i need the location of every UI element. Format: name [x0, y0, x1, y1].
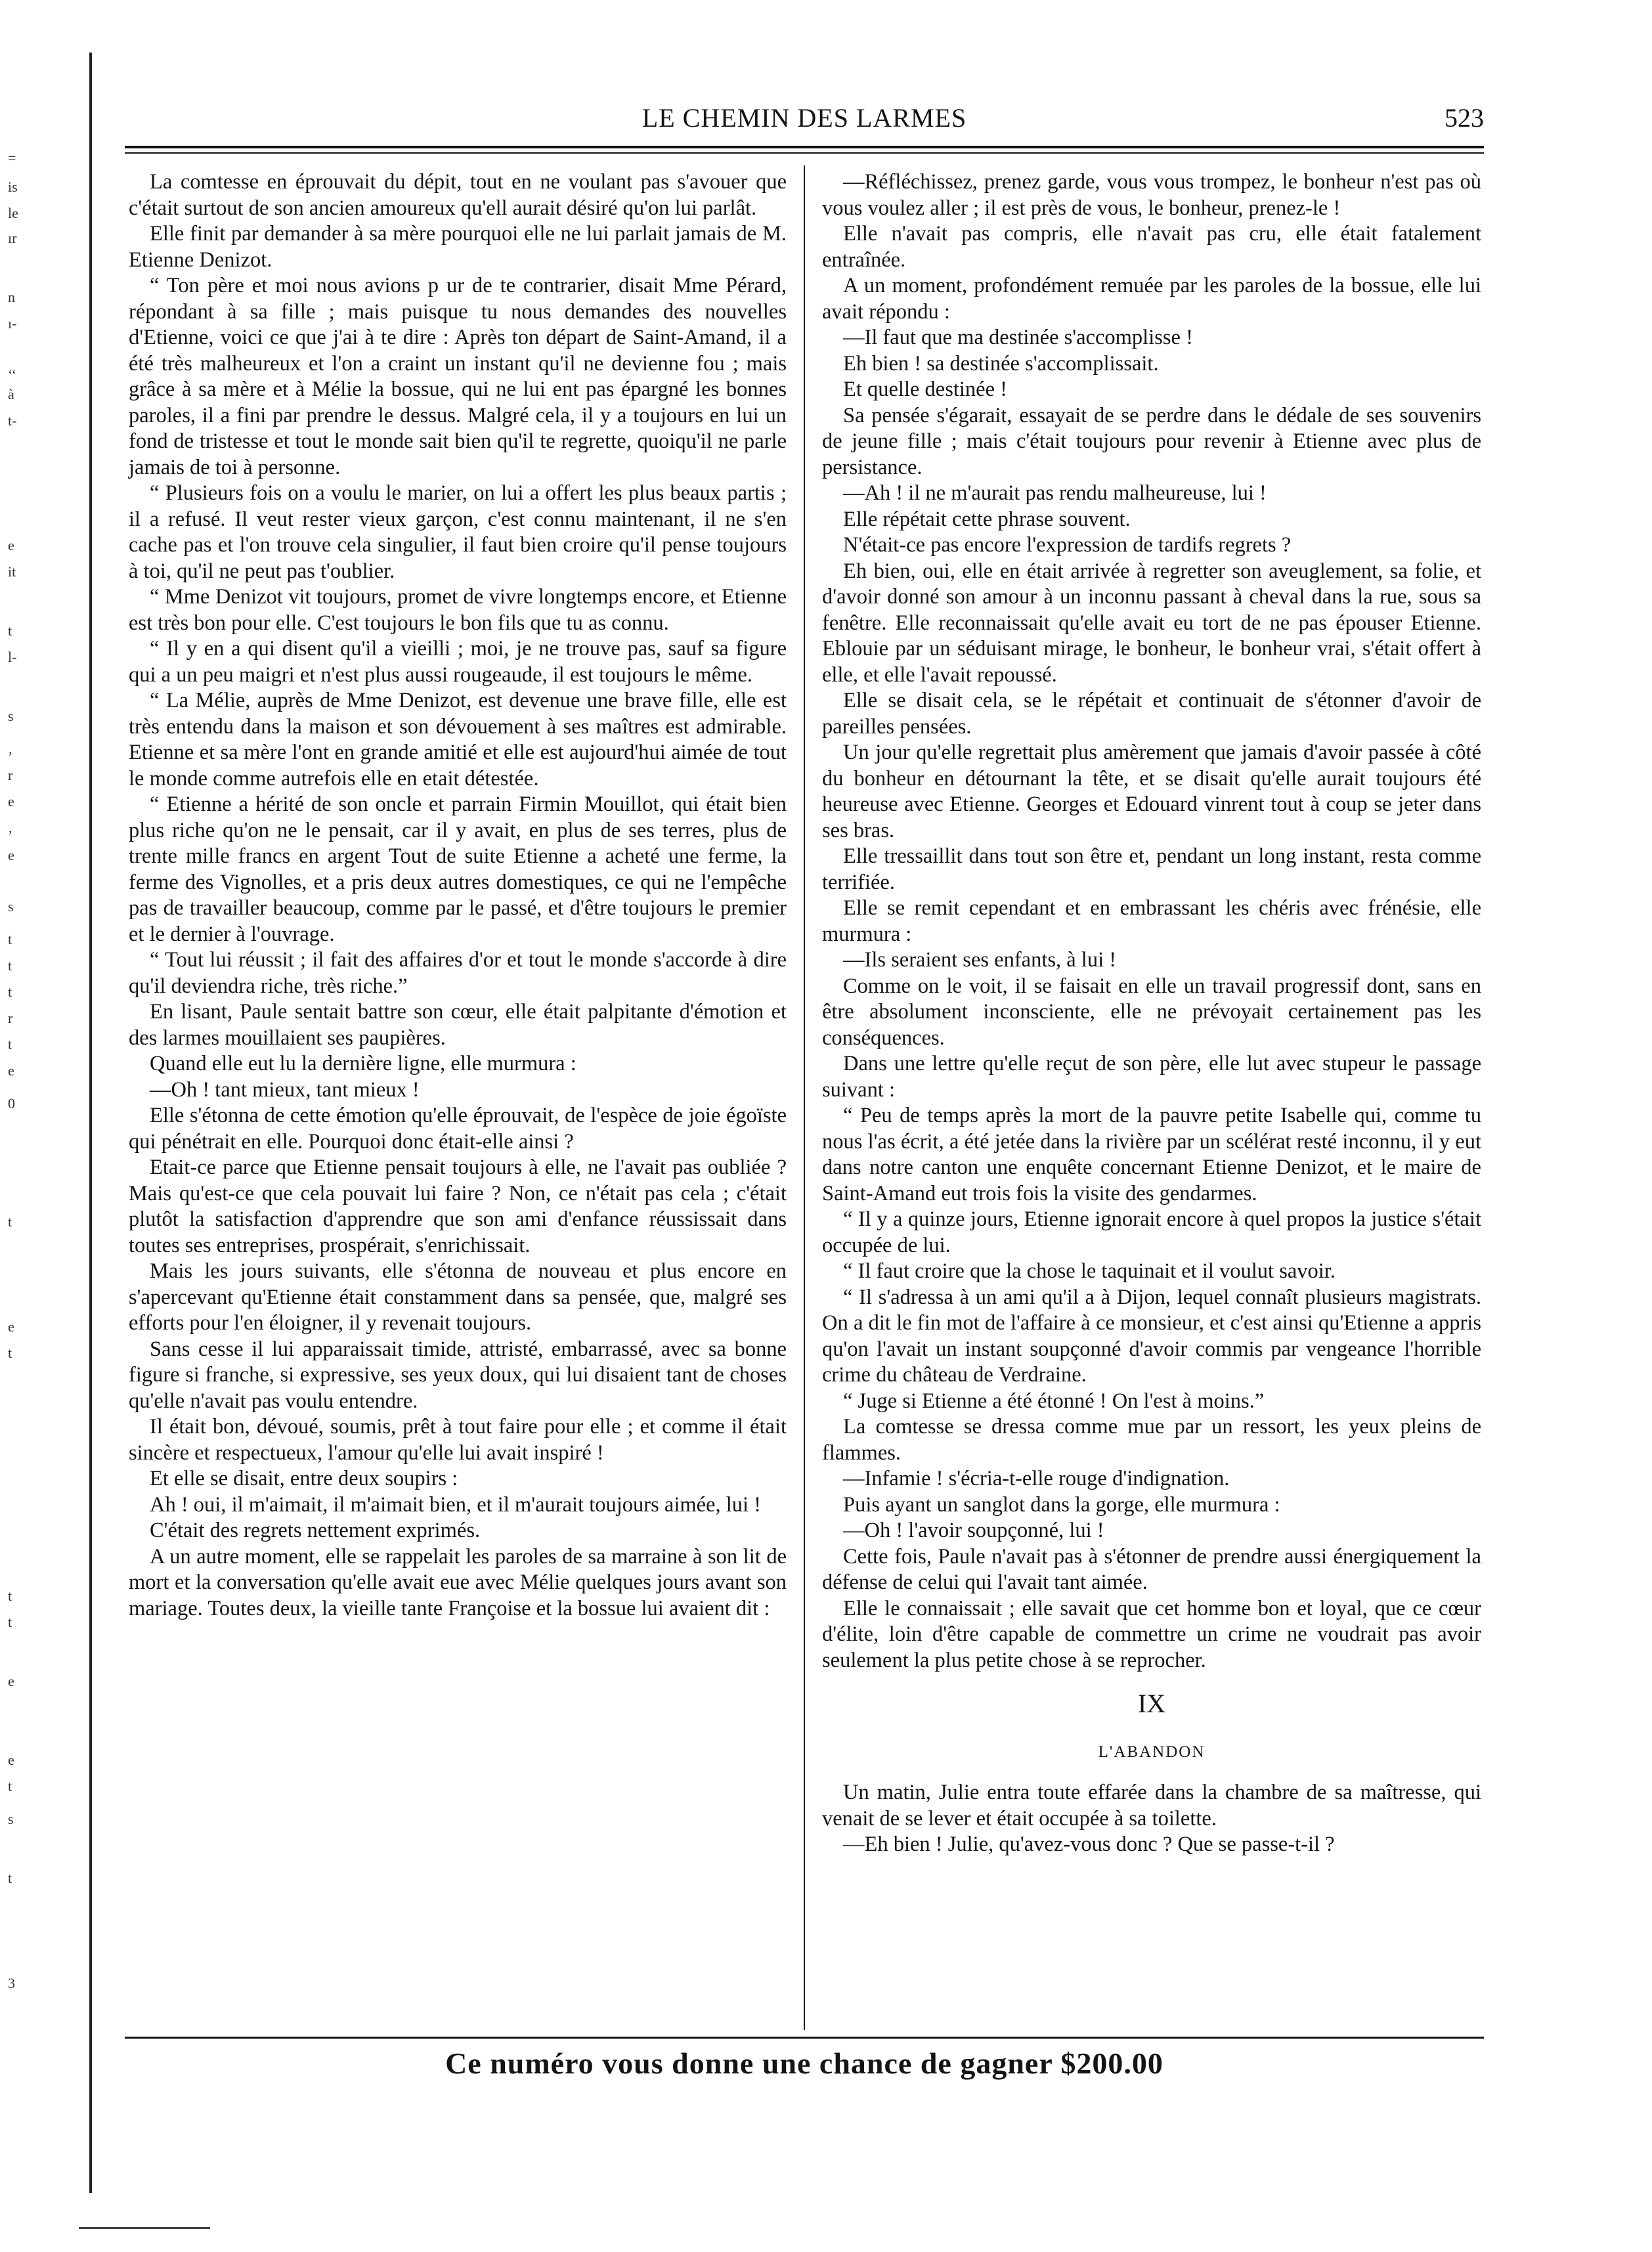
paragraph: Elle n'avait pas compris, elle n'avait pas cru, elle était fatalement entraînée. [822, 222, 1481, 272]
paragraph: En lisant, Paule sentait battre son cœur, elle était palpitante d'émotion et des larmes mouillaient ses paupières. [129, 1000, 787, 1050]
paragraph: “ Etienne a hérité de son oncle et parrain Firmin Mouillot, qui était bien plus riche qu'on ne le pensait, car il y avait, en plus de ses terres, plus de trente mille francs en argent Tout de suite Etienne a acheté une ferme, la ferme des Vignolles, et a pris deux autres domestiques, ce qui ne l'empêche pas de travailler beaucoup, comme par le passé, et d'être toujours le premier et le dernier à l'ouvrage. [129, 792, 787, 946]
paragraph: Un jour qu'elle regrettait plus amèrement que jamais d'avoir passée à côté du bonheur en détournant la tête, et se disait qu'elle aurait toujours été heureuse avec Etienne. Georges et Edouard vinrent tout à coup se jeter dans ses bras. [822, 741, 1481, 842]
paragraph: Eh bien, oui, elle en était arrivée à regretter son aveuglement, sa folie, et d'avoir donné son amour à un inconnu passant à cheval dans la rue, sous sa fenêtre. Elle reconnaissait qu'elle avait eu tort de ne pas épouser Etienne. Eblouie par un séduisant mirage, le bonheur, le bonheur vrai, s'était offert à elle, et elle l'avait repoussé. [822, 559, 1481, 687]
margin-fragment: r [8, 767, 13, 783]
paragraph: Elle se remit cependant et en embrassant les chéris avec frénésie, elle murmura : [822, 896, 1481, 946]
paragraph: Il était bon, dévoué, soumis, prêt à tout faire pour elle ; et comme il était sincère et respectueux, l'amour qu'elle lui avait inspiré ! [129, 1415, 787, 1465]
margin-fragment: t [8, 1036, 12, 1052]
paragraph: Elle finit par demander à sa mère pourquoi elle ne lui parlait jamais de M. Etienne Denizot. [129, 222, 787, 272]
margin-fragment: t [8, 1778, 12, 1794]
paragraph: N'était-ce pas encore l'expression de tardifs regrets ? [843, 533, 1292, 557]
paragraph: “ La Mélie, auprès de Mme Denizot, est devenue une brave fille, elle est très entendu dans la maison et son dévouement à ses maîtres est admirable. Etienne et sa mère l'ont en grande amitié et elle est aujourd'hui aimée de tout le monde comme autrefois elle en etait détestée. [129, 689, 787, 790]
paragraph: Et elle se disait, entre deux soupirs : [150, 1467, 458, 1490]
margin-fragment: e [8, 1062, 14, 1079]
margin-fragment: ır [8, 230, 17, 246]
paragraph: Un matin, Julie entra toute effarée dans la chambre de sa maîtresse, qui venait de se lever et était occupée à sa toilette. [822, 1781, 1481, 1830]
paragraph: Cette fois, Paule n'avait pas à s'étonner de prendre aussi énergiquement la défense de celui qui l'avait tant aimée. [822, 1544, 1481, 1594]
paragraph: A un moment, profondément remuée par les paroles de la bossue, elle lui avait répondu : [822, 274, 1481, 324]
margin-fragment: e [8, 1673, 14, 1689]
paragraph: Et quelle destinée ! [843, 378, 1007, 401]
paragraph: A un autre moment, elle se rappelait les paroles de sa marraine à son lit de mort et la conversation qu'elle avait eue avec Mélie quelques jours avant son mariage. Toutes deux, la vieille tante Françoise et la bossue lui avaient dit : [129, 1544, 787, 1620]
paragraph: —Ah ! il ne m'aurait pas rendu malheureuse, lui ! [843, 481, 1267, 505]
margin-fragment: s [8, 1811, 14, 1827]
margin-fragment: e [8, 847, 14, 863]
margin-fragment: ‚ [8, 741, 13, 757]
paragraph: “ Il s'adressa à un ami qu'il a à Dijon, lequel connaît plusieurs magistrats. On a dit le fin mot de l'affaire à ce monsieur, et c'est ainsi qu'Etienne a appris qu'on l'avait un instant soupçonné d'avoir commis par vengeance l'horrible crime du château de Verdraine. [822, 1285, 1481, 1387]
chapter-numeral: IX [1137, 1689, 1166, 1718]
paragraph: Elle le connaissait ; elle savait que cet homme bon et loyal, que ce cœur d'élite, loin d'être capable de commettre un crime ne voudrait pas avoir seulement la plus petite chose à se reprocher. [822, 1596, 1481, 1672]
margin-fragment: e [8, 537, 14, 553]
margin-fragment: t- [8, 412, 17, 429]
margin-fragment: e [8, 793, 14, 810]
paragraph: “ Plusieurs fois on a voulu le marier, on lui a offert les plus beaux partis ; il a refusé. Il veut rester vieux garçon, c'est connu maintenant, il ne s'en cache pas et l'on trouve cela singulier, il faut bien croire qu'il pense toujours à toi, qu'il ne peut pas t'oublier. [129, 481, 787, 583]
paragraph: C'était des regrets nettement exprimés. [150, 1519, 481, 1542]
prize-notice: Ce numéro vous donne une chance de gagner $200.00 [445, 2046, 1163, 2080]
running-title: LE CHEMIN DES LARMES [641, 103, 967, 133]
paragraph: —Eh bien ! Julie, qu'avez-vous donc ? Que se passe-t-il ? [843, 1832, 1335, 1856]
paragraph: —Oh ! tant mieux, tant mieux ! [150, 1077, 420, 1102]
paragraph: Elle se disait cela, se le répétait et continuait de s'étonner d'avoir de pareilles pensées. [822, 689, 1481, 739]
paragraph: —Il faut que ma destinée s'accomplisse ! [843, 326, 1193, 349]
paragraph: —Oh ! l'avoir soupçonné, lui ! [843, 1519, 1104, 1542]
paragraph: “ Il y a quinze jours, Etienne ignorait encore à quel propos la justice s'était occupée de lui. [822, 1207, 1481, 1257]
paragraph: “ Tout lui réussit ; il fait des affaires d'or et tout le monde s'accorde à dire qu'il deviendra riche, très riche.” [129, 948, 787, 998]
paragraph: “ Ton père et moi nous avions p ur de te contrarier, disait Mme Pérard, répondant à sa fille ; mais puisque tu nous demandes des nouvelles d'Etienne, voici ce que j'ai à te dire : Après ton départ de Saint-Amand, il a été très malheureux et l'on a craint un instant qu'il ne devienne fou ; mais grâce à sa mère et à Mélie la bossue, qui ne lui ent pas épargné les bonnes paroles, il a fini par prendre le dessus. Malgré cela, il y a toujours en lui un fond de tristesse et tout le monde sait bien qu'il te regrette, quoiqu'il ne parle jamais de toi à personne. [129, 274, 787, 479]
margin-fragment: t [8, 957, 12, 974]
paragraph: La comtesse en éprouvait du dépit, tout en ne voulant pas s'avouer que c'était surtout de son ancien amoureux qu'ell aurait désiré qu'on lui parlât. [129, 170, 787, 220]
footer-rule [125, 2037, 1484, 2039]
paragraph: Elle s'étonna de cette émotion qu'elle éprouvait, de l'espèce de joie égoïste qui pénétrait en elle. Pourquoi donc était-elle ainsi ? [129, 1104, 787, 1154]
paragraph: Elle tressaillit dans tout son être et, pendant un long instant, resta comme terrifiée. [822, 844, 1481, 894]
margin-fragment: t [8, 984, 12, 1000]
paragraph: Sa pensée s'égarait, essayait de se perdre dans le dédale de ses souvenirs de jeune fille ; mais c'était toujours pour revenir à Etienne avec plus de persistance. [822, 403, 1481, 479]
paragraph: Eh bien ! sa destinée s'accomplissait. [843, 351, 1159, 376]
paragraph: Comme on le voit, il se faisait en elle un travail progressif dont, sans en être absolument inconsciente, elle ne prévoyait certainement pas les conséquences. [822, 974, 1481, 1050]
paragraph: Ah ! oui, il m'aimait, il m'aimait bien, et il m'aurait toujours aimée, lui ! [150, 1492, 761, 1517]
margin-fragment: le [8, 205, 18, 221]
paragraph: “ Il faut croire que la chose le taquinait et il voulut savoir. [843, 1259, 1336, 1283]
paragraph: Mais les jours suivants, elle s'étonna de nouveau et plus encore en s'apercevant qu'Etienne était constamment dans sa pensée, que, malgré ses efforts pour l'en éloigner, il y revenait toujours. [129, 1259, 787, 1335]
bottom-rule-fragment [79, 2227, 210, 2229]
right-column [822, 169, 1481, 1858]
paragraph: Puis ayant un sanglot dans la gorge, elle murmura : [843, 1492, 1280, 1517]
margin-fragment: ı- [8, 315, 17, 332]
margin-fragment: r [8, 1010, 13, 1026]
page-header [125, 100, 1484, 139]
margin-fragment: t [8, 1213, 12, 1230]
paragraph: —Infamie ! s'écria-t-elle rouge d'indignation. [843, 1467, 1230, 1490]
paragraph: “ Juge si Etienne a été étonné ! On l'est à moins.” [843, 1389, 1265, 1413]
margin-fragment: ‘‘ [8, 366, 17, 383]
header-rule-thin [125, 152, 1484, 154]
header-rule [125, 146, 1484, 148]
margin-fragment: t [8, 1614, 12, 1630]
margin-fragment: = [8, 150, 16, 166]
margin-fragment: à [8, 386, 14, 402]
margin-fragment: 3 [8, 1975, 15, 1991]
paragraph: Elle répétait cette phrase souvent. [843, 507, 1131, 531]
margin-fragment: t [8, 1588, 12, 1604]
left-column [129, 169, 787, 1622]
binding-edge-line [89, 53, 92, 2193]
paragraph: Sans cesse il lui apparaissait timide, attristé, embarrassé, avec sa bonne figure si franche, si expressive, ses yeux doux, qui lui disaient tant de choses qu'elle n'avait pas voulu entendre. [129, 1337, 787, 1413]
paragraph: “ Il y en a qui disent qu'il a vieilli ; moi, je ne trouve pas, sauf sa figure qui a un peu maigri et n'est plus aussi rougeaude, il est toujours le même. [129, 637, 787, 687]
margin-fragment: ‚ [8, 819, 13, 836]
margin-fragment: e [8, 1752, 14, 1768]
column-divider [804, 165, 805, 2030]
paragraph: La comtesse se dressa comme mue par un ressort, les yeux pleins de flammes. [822, 1415, 1481, 1465]
margin-fragment: n [8, 289, 15, 305]
paragraph: Etait-ce parce que Etienne pensait toujours à elle, ne l'avait pas oubliée ? Mais qu'est-ce que cela pouvait lui faire ? Non, ce n'était pas cela ; c'était plutôt la satisfaction d'apprendre que son ami d'enfance réussissait dans toutes ses entreprises, prospérait, s'enrichissait. [129, 1156, 787, 1257]
margin-fragment: t [8, 622, 12, 639]
paragraph: —Réfléchissez, prenez garde, vous vous trompez, le bonheur n'est pas où vous voulez aller ; il est près de vous, le bonheur, prenez-le ! [822, 170, 1481, 220]
margin-fragment: s [8, 708, 14, 724]
paragraph: Quand elle eut lu la dernière ligne, elle murmura : [150, 1052, 576, 1075]
margin-fragment: e [8, 1318, 14, 1335]
margin-fragment: it [8, 563, 16, 580]
paragraph: Dans une lettre qu'elle reçut de son père, elle lut avec stupeur le passage suivant : [822, 1052, 1481, 1102]
paragraph: “ Mme Denizot vit toujours, promet de vivre longtemps encore, et Etienne est très bon pour elle. C'est toujours le bon fils que tu as connu. [129, 585, 787, 635]
margin-fragment: t [8, 931, 12, 947]
margin-fragment: s [8, 898, 14, 915]
margin-fragment: 0 [8, 1095, 15, 1112]
margin-fragment: is [8, 179, 18, 195]
paragraph: “ Peu de temps après la mort de la pauvre petite Isabelle qui, comme tu nous l'as écrit, a été jetée dans la rivière par un scélérat resté inconnu, il y eut dans notre canton une enquête concernant Etienne Denizot, et le maire de Saint-Amand eut trois fois la visite des gendarmes. [822, 1104, 1481, 1205]
left-margin-bleed-through [5, 151, 51, 2055]
chapter-title: L'ABANDON [1098, 1743, 1206, 1761]
paragraph: —Ils seraient ses enfants, à lui ! [843, 948, 1117, 972]
margin-fragment: t [8, 1345, 12, 1361]
margin-fragment: l- [8, 649, 17, 665]
page-number: 523 [1445, 103, 1484, 133]
margin-fragment: t [8, 1870, 12, 1886]
